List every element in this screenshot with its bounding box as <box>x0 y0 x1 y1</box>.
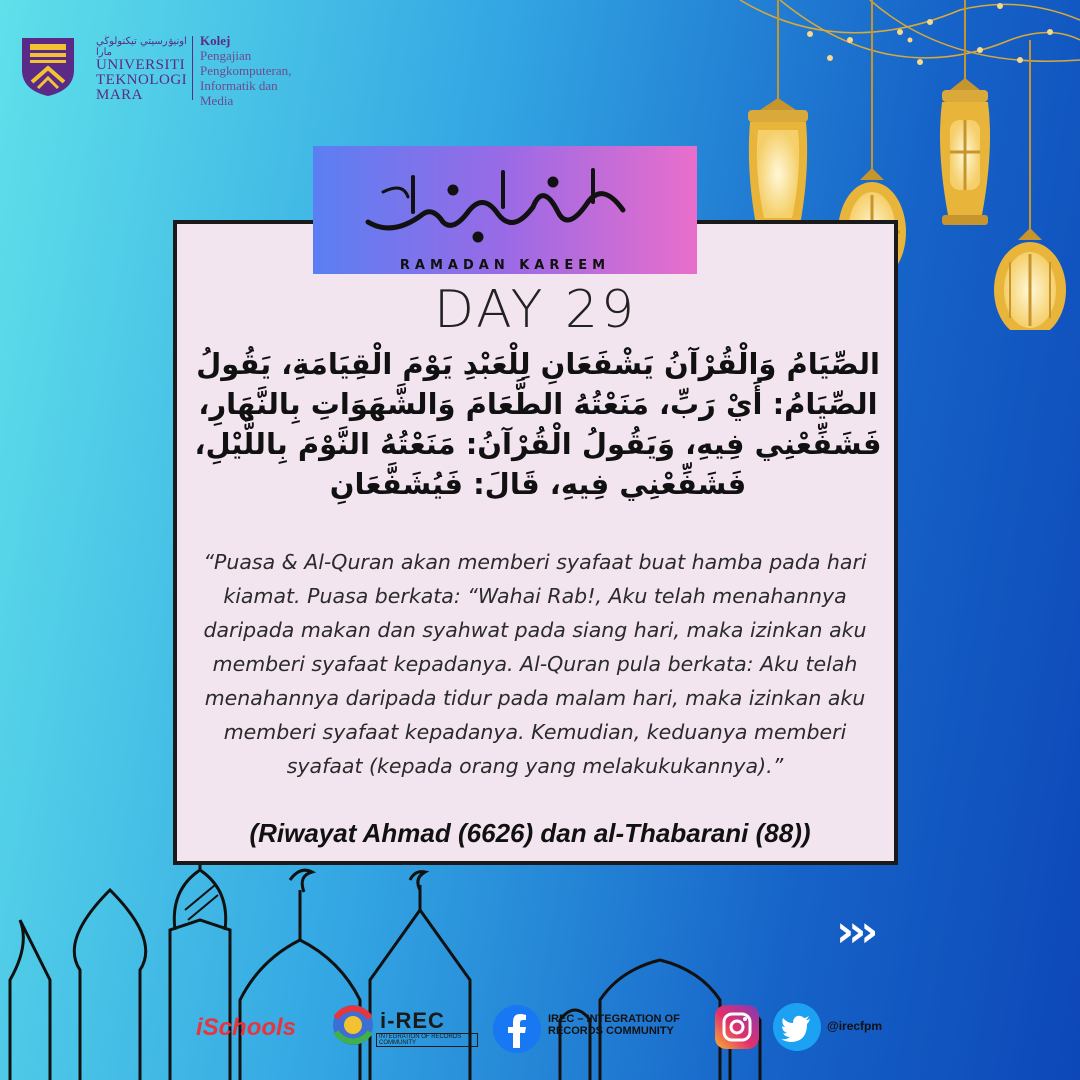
facebook-page-name[interactable]: IREC – INTEGRATION OF RECORDS COMMUNITY <box>548 1013 680 1037</box>
university-name-line: UNIVERSITI <box>96 57 186 73</box>
university-name-line: MARA <box>96 87 144 103</box>
lantern-icon <box>748 98 808 235</box>
ischools-logo-text: Schools <box>202 1014 297 1041</box>
irec-logo <box>328 1000 478 1050</box>
ischools-logo <box>196 1014 296 1042</box>
faculty-line: Media <box>200 93 234 108</box>
day-title: DAY 29 <box>433 280 638 340</box>
lantern-icon <box>940 78 990 225</box>
faculty-name <box>200 34 320 108</box>
university-name-line: TEKNOLOGI <box>96 72 188 88</box>
university-name-jawi: اونيۏرسيتي تيكنولوڬي مارا <box>96 36 187 58</box>
logo-divider <box>192 36 193 100</box>
hadith-arabic-text: الصِّيَامُ وَالْقُرْآنُ يَشْفَعَانِ لِلْعَبْدِ يَوْمَ الْقِيَامَةِ، يَقُولُ الصِّيَامُ: أَيْ رَبِّ، مَنَعْتُهُ الطَّعَامَ وَالشَّهَوَاتِ بِالنَّهَارِ، فَشَفِّعْنِي فِيهِ، وَيَقُولُ الْقُرْآنُ: مَنَعْتُهُ النَّوْمَ بِاللَّيْلِ، فَشَفِّعْنِي فِيهِ، قَالَ: فَيُشَفَّعَانِ <box>194 347 882 501</box>
social-handle[interactable]: @irecfpm <box>827 1019 883 1033</box>
twitter-icon[interactable] <box>772 1002 822 1052</box>
hadith-translation: “Puasa & Al-Quran akan memberi syafaat buat hamba pada hari kiamat. Puasa berkata: “Wahai Rab!, Aku telah menahannya daripada makan dan syahwat pada siang hari, maka izinkan aku memberi syafaat kepadanya. Al-Quran pula berkata: Aku telah menahannya daripada tidur pada malam hari, maka izinkan aku memberi syafaat kepadanya. Kemudian, keduanya memberi syafaat (kepada orang yang melakukukannya).” <box>203 550 867 778</box>
facebook-icon[interactable] <box>492 1004 542 1054</box>
irec-logo-subtitle: INTEGRATION OF RECORDS COMMUNITY <box>376 1033 478 1047</box>
faculty-line: Pengajian <box>200 48 252 63</box>
ischools-logo-i: i <box>196 1014 203 1041</box>
instagram-icon[interactable] <box>714 1004 760 1050</box>
banner-subtitle: RAMADAN KAREEM <box>399 258 611 273</box>
faculty-title: Kolej <box>200 33 231 48</box>
university-name <box>96 36 188 103</box>
ramadan-kareem-banner <box>313 146 697 274</box>
forward-arrows-icon[interactable]: ››› <box>836 906 873 957</box>
irec-globe-icon <box>328 1000 378 1050</box>
uitm-kppim-logo <box>18 34 308 116</box>
uitm-crest-icon <box>18 34 78 98</box>
lantern-icon <box>994 228 1066 330</box>
irec-logo-text: i-REC <box>380 1008 445 1033</box>
faculty-line: Pengkomputeran, <box>200 63 292 78</box>
ramadan-calligraphy-icon <box>353 152 653 252</box>
hadith-source: (Riwayat Ahmad (6626) dan al-Thabarani (88)) <box>249 818 811 848</box>
faculty-line: Informatik dan <box>200 78 278 93</box>
